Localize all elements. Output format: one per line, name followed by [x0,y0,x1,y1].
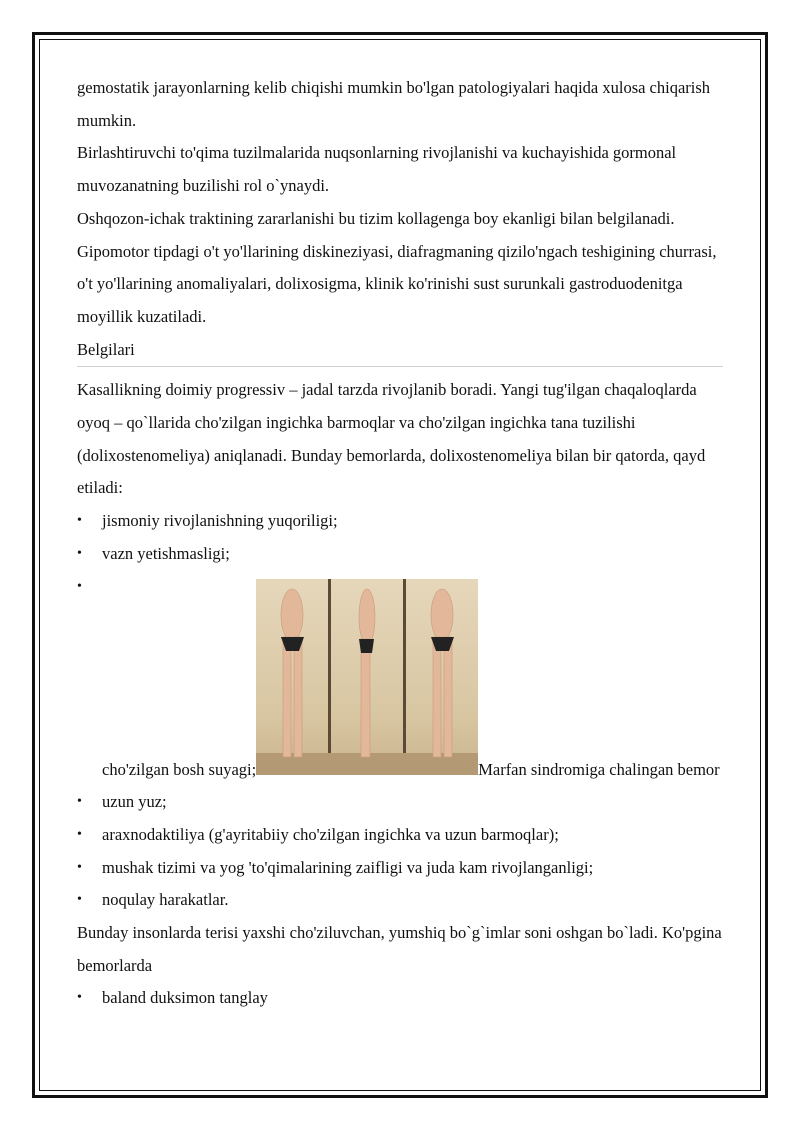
paragraph: Oshqozon-ichak traktining zararlanishi bu tizim kollagenga boy ekanligi bilan belgilanadi. Gipomotor tipdagi o't yo'llarining diskineziyasi, diafragmaning qizilo'ngach teshigining churrasi, o't yo'llarining anomaliyalari, dolixosigma, klinik ko'rinishi sust surunkali gastroduodenitga moyillik kuzatiladi. [77,208,717,326]
figure-caption: Marfan sindromiga chalingan bemor [478,759,720,779]
paragraph: Kasallikning doimiy progressiv – jadal tarzda rivojlanib boradi. Yangi tug'ilgan chaqaloqlarda oyoq – qo`llarida cho'zilgan ingichka barmoqlar va cho'zilgan ingichka tana tuzilishi (dolixostenomeliya) aniqlanadi. Bunday bemorlarda, dolixostenomeliya bilan bir qatorda, qayd etiladi: [77,380,706,498]
paragraph: Birlashtiruvchi to'qima tuzilmalarida nuqsonlarning rivojlanishi va kuchayishida gormonal muvozanatning buzilishi rol o`ynaydi. [77,143,677,196]
section-heading: Belgilari [77,339,135,359]
figure-silhouettes [256,579,478,775]
list-item: • mushak tizimi va yog 'to'qimalarining zaifligi va juda kam rivojlanganligi; [77,852,723,885]
list-item-with-figure [77,571,723,787]
patient-photo [256,579,478,775]
paragraph: gemostatik jarayonlarning kelib chiqishi mumkin bo'lgan patologiyalari haqida xulosa chiqarish mumkin. [77,78,711,130]
bullet-list [77,982,723,1015]
list-item: • baland duksimon tanglay [77,982,723,1015]
list-item: • vazn yetishmasligi; [77,538,723,571]
list-item: • jismoniy rivojlanishning yuqoriligi; [77,505,723,538]
bullet-list [77,505,723,917]
section-heading-row [77,334,723,368]
list-item-text: cho'zilgan bosh suyagi; [102,759,257,779]
document-body [77,72,723,1015]
list-item: • araxnodaktiliya (g'ayritabiiy cho'zilgan ingichka va uzun barmoqlar); [77,819,723,852]
list-item: • uzun yuz; [77,786,723,819]
list-item: • noqulay harakatlar. [77,884,723,917]
paragraph: Bunday insonlarda terisi yaxshi cho'ziluvchan, yumshiq bo`g`imlar soni oshgan bo`ladi. Ko'pgina bemorlarda [77,923,722,975]
